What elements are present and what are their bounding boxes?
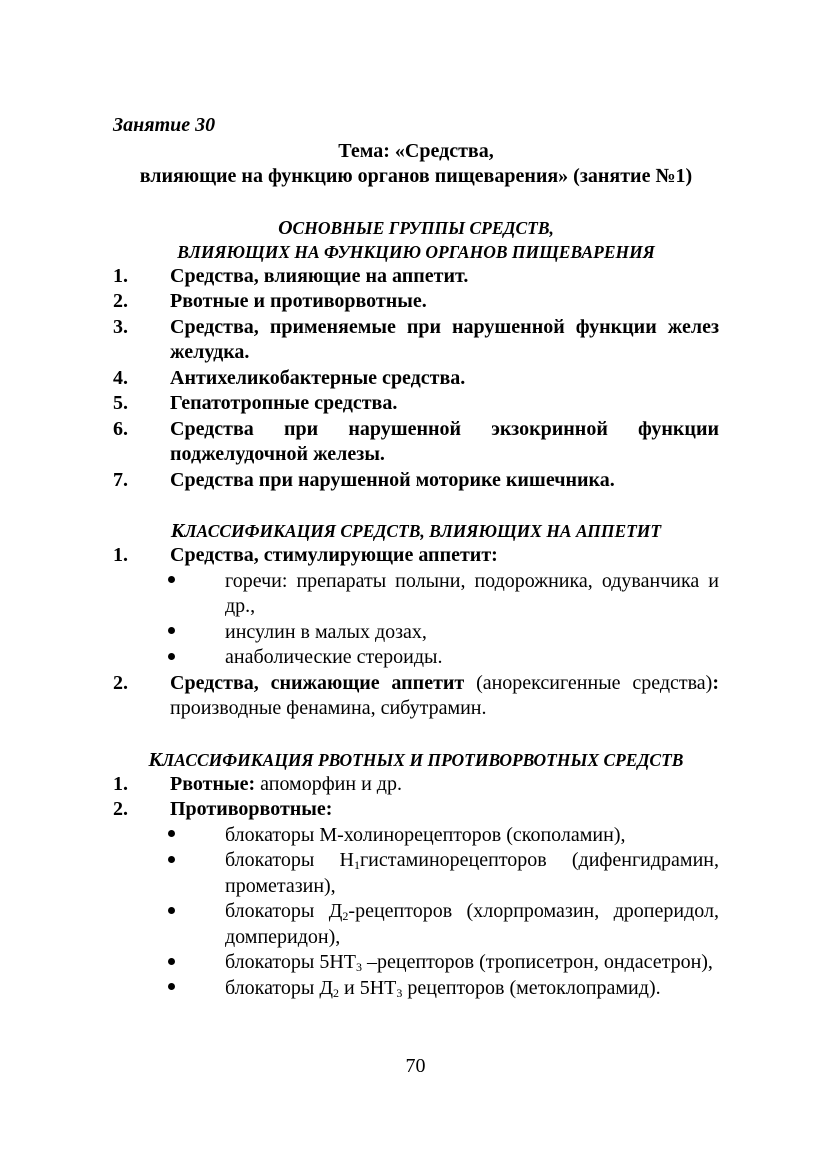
bullet-icon: [168, 983, 175, 990]
bullet-icon: [168, 958, 175, 965]
list-item: 5. Гепатотропные средства.: [113, 392, 398, 414]
list-item: 2. Противорвотные:: [113, 798, 333, 820]
topic-line-2: влияющие на функцию органов пищеварения» (занятие №1): [139, 165, 693, 187]
section-3-title: КЛАССИФИКАЦИЯ РВОТНЫХ И ПРОТИВОРВОТНЫХ СРЕДСТВ: [148, 748, 684, 771]
bullet-item: блокаторы $Д_2$ и $5НТ_3$ рецепторов (метоклопрамид).: [113, 976, 719, 1002]
section-1-title: ОСНОВНЫЕ ГРУППЫ СРЕДСТВ,: [278, 216, 554, 239]
bullet-icon: [168, 627, 175, 634]
list-item: 1. Средства, влияющие на аппетит.: [113, 264, 469, 287]
section-1-list: [113, 264, 719, 494]
bullet-icon: [168, 856, 175, 863]
bullet-item: блокаторы $5НТ_3$ –рецепторов (трописетрон, ондасетрон),: [113, 950, 719, 976]
bullet-icon: [168, 830, 175, 837]
list-item: 1. Средства, стимулирующие аппетит:: [113, 544, 498, 566]
topic-line-1: Тема: «Средства,: [338, 139, 494, 162]
bullet-item: блокаторы $Д_2$-рецепторов (хлорпромазин, дроперидол, домперидон),: [113, 899, 719, 950]
section-2-title: КЛАССИФИКАЦИЯ СРЕДСТВ, ВЛИЯЮЩИХ НА АППЕТИТ: [170, 520, 662, 542]
list-item: 7. Средства при нарушенной моторике кишечника.: [113, 468, 615, 491]
bullet-item: блокаторы $Н_1гистаминорецепторов$ (дифенгидрамин, прометазин),: [113, 848, 719, 899]
list-item: 2. Средства, снижающие аппетит (анорексигенные средства): производные фенамина, сибутрамин.: [113, 671, 719, 719]
page-content: [113, 113, 719, 1001]
bullet-icon: [168, 907, 175, 914]
list-item: 2. Рвотные и противорвотные.: [113, 290, 427, 312]
bullet-item: инсулин в малых дозах,: [113, 620, 719, 646]
bullet-item: анаболические стероиды.: [113, 645, 719, 671]
bullet-icon: [168, 653, 175, 660]
page-number: 70: [405, 1055, 426, 1077]
list-item: 1. Рвотные: апоморфин и др.: [113, 772, 402, 795]
list-item: 3. Средства, применяемые при нарушенной функции желез желудка.: [113, 315, 719, 363]
list-item: 4. Антихеликобактерные средства.: [113, 366, 466, 389]
bullet-icon: [168, 576, 175, 583]
bullet-item: блокаторы М-холинорецепторов (скополамин),: [113, 823, 719, 849]
list-item: 6. Средства при нарушенной экзокринной функции поджелудочной железы.: [113, 417, 719, 465]
bullet-item: горечи: препараты полыни, подорожника, одуванчика и др.,: [113, 569, 719, 620]
lesson-number: Занятие 30: [113, 114, 216, 136]
section-1-title-line-2: ВЛИЯЮЩИХ НА ФУНКЦИЮ ОРГАНОВ ПИЩЕВАРЕНИЯ: [177, 241, 655, 262]
